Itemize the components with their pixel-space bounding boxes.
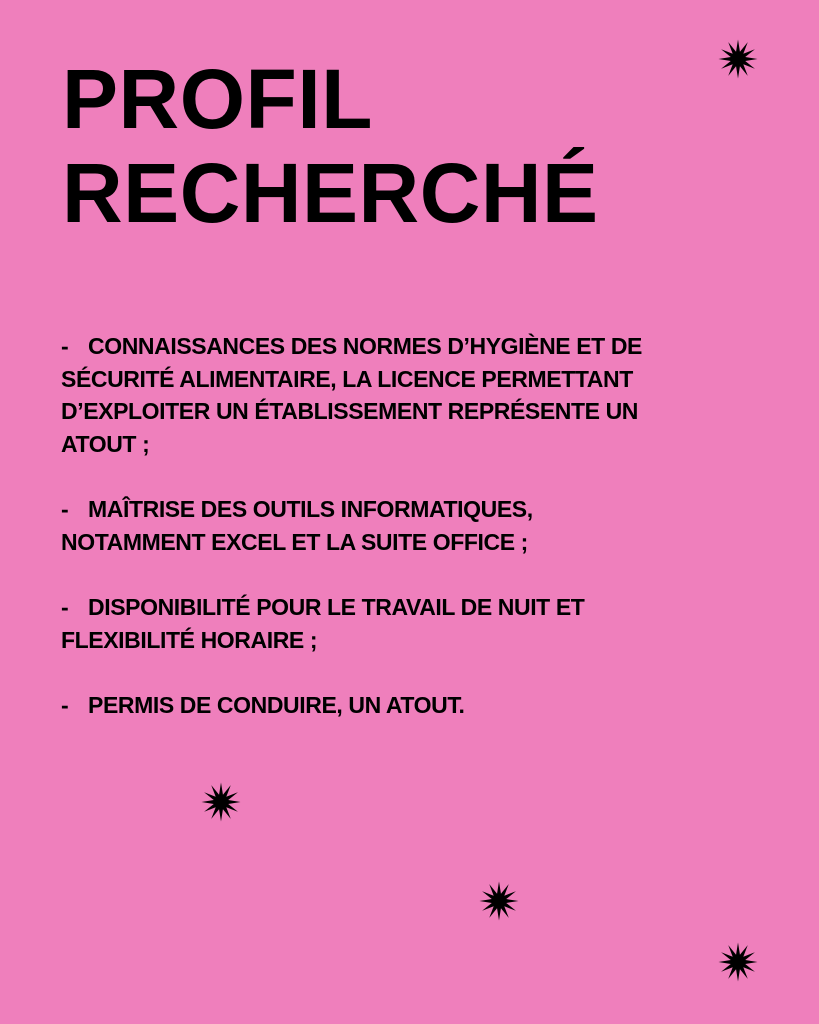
page-title <box>62 52 599 240</box>
sparkle-star-icon <box>479 881 519 921</box>
requirement-item <box>61 493 751 558</box>
title-line-1: PROFIL <box>62 52 373 146</box>
requirement-text: MAÎTRISE DES OUTILS INFORMATIQUES, NOTAMMENT EXCEL ET LA SUITE OFFICE ; <box>61 496 533 555</box>
requirement-text: DISPONIBILITÉ POUR LE TRAVAIL DE NUIT ET FLEXIBILITÉ HORAIRE ; <box>61 594 585 653</box>
requirements-list <box>61 330 751 755</box>
title-line-2: RECHERCHÉ <box>62 146 599 240</box>
requirement-item <box>61 689 751 722</box>
sparkle-star-icon <box>201 782 241 822</box>
list-dash: - <box>61 333 69 359</box>
requirement-item <box>61 330 751 460</box>
requirement-text: CONNAISSANCES DES NORMES D’HYGIÈNE ET DE SÉCURITÉ ALIMENTAIRE, LA LICENCE PERMETTANT D’EXPLOITER UN ÉTABLISSEMENT REPRÉSENTE UN ATOUT ; <box>61 333 642 457</box>
sparkle-star-icon <box>718 942 758 982</box>
sparkle-star-icon <box>718 39 758 79</box>
list-dash: - <box>61 496 69 522</box>
requirement-item <box>61 591 751 656</box>
requirement-text: PERMIS DE CONDUIRE, UN ATOUT. <box>88 692 465 718</box>
list-dash: - <box>61 594 69 620</box>
list-dash: - <box>61 692 69 718</box>
